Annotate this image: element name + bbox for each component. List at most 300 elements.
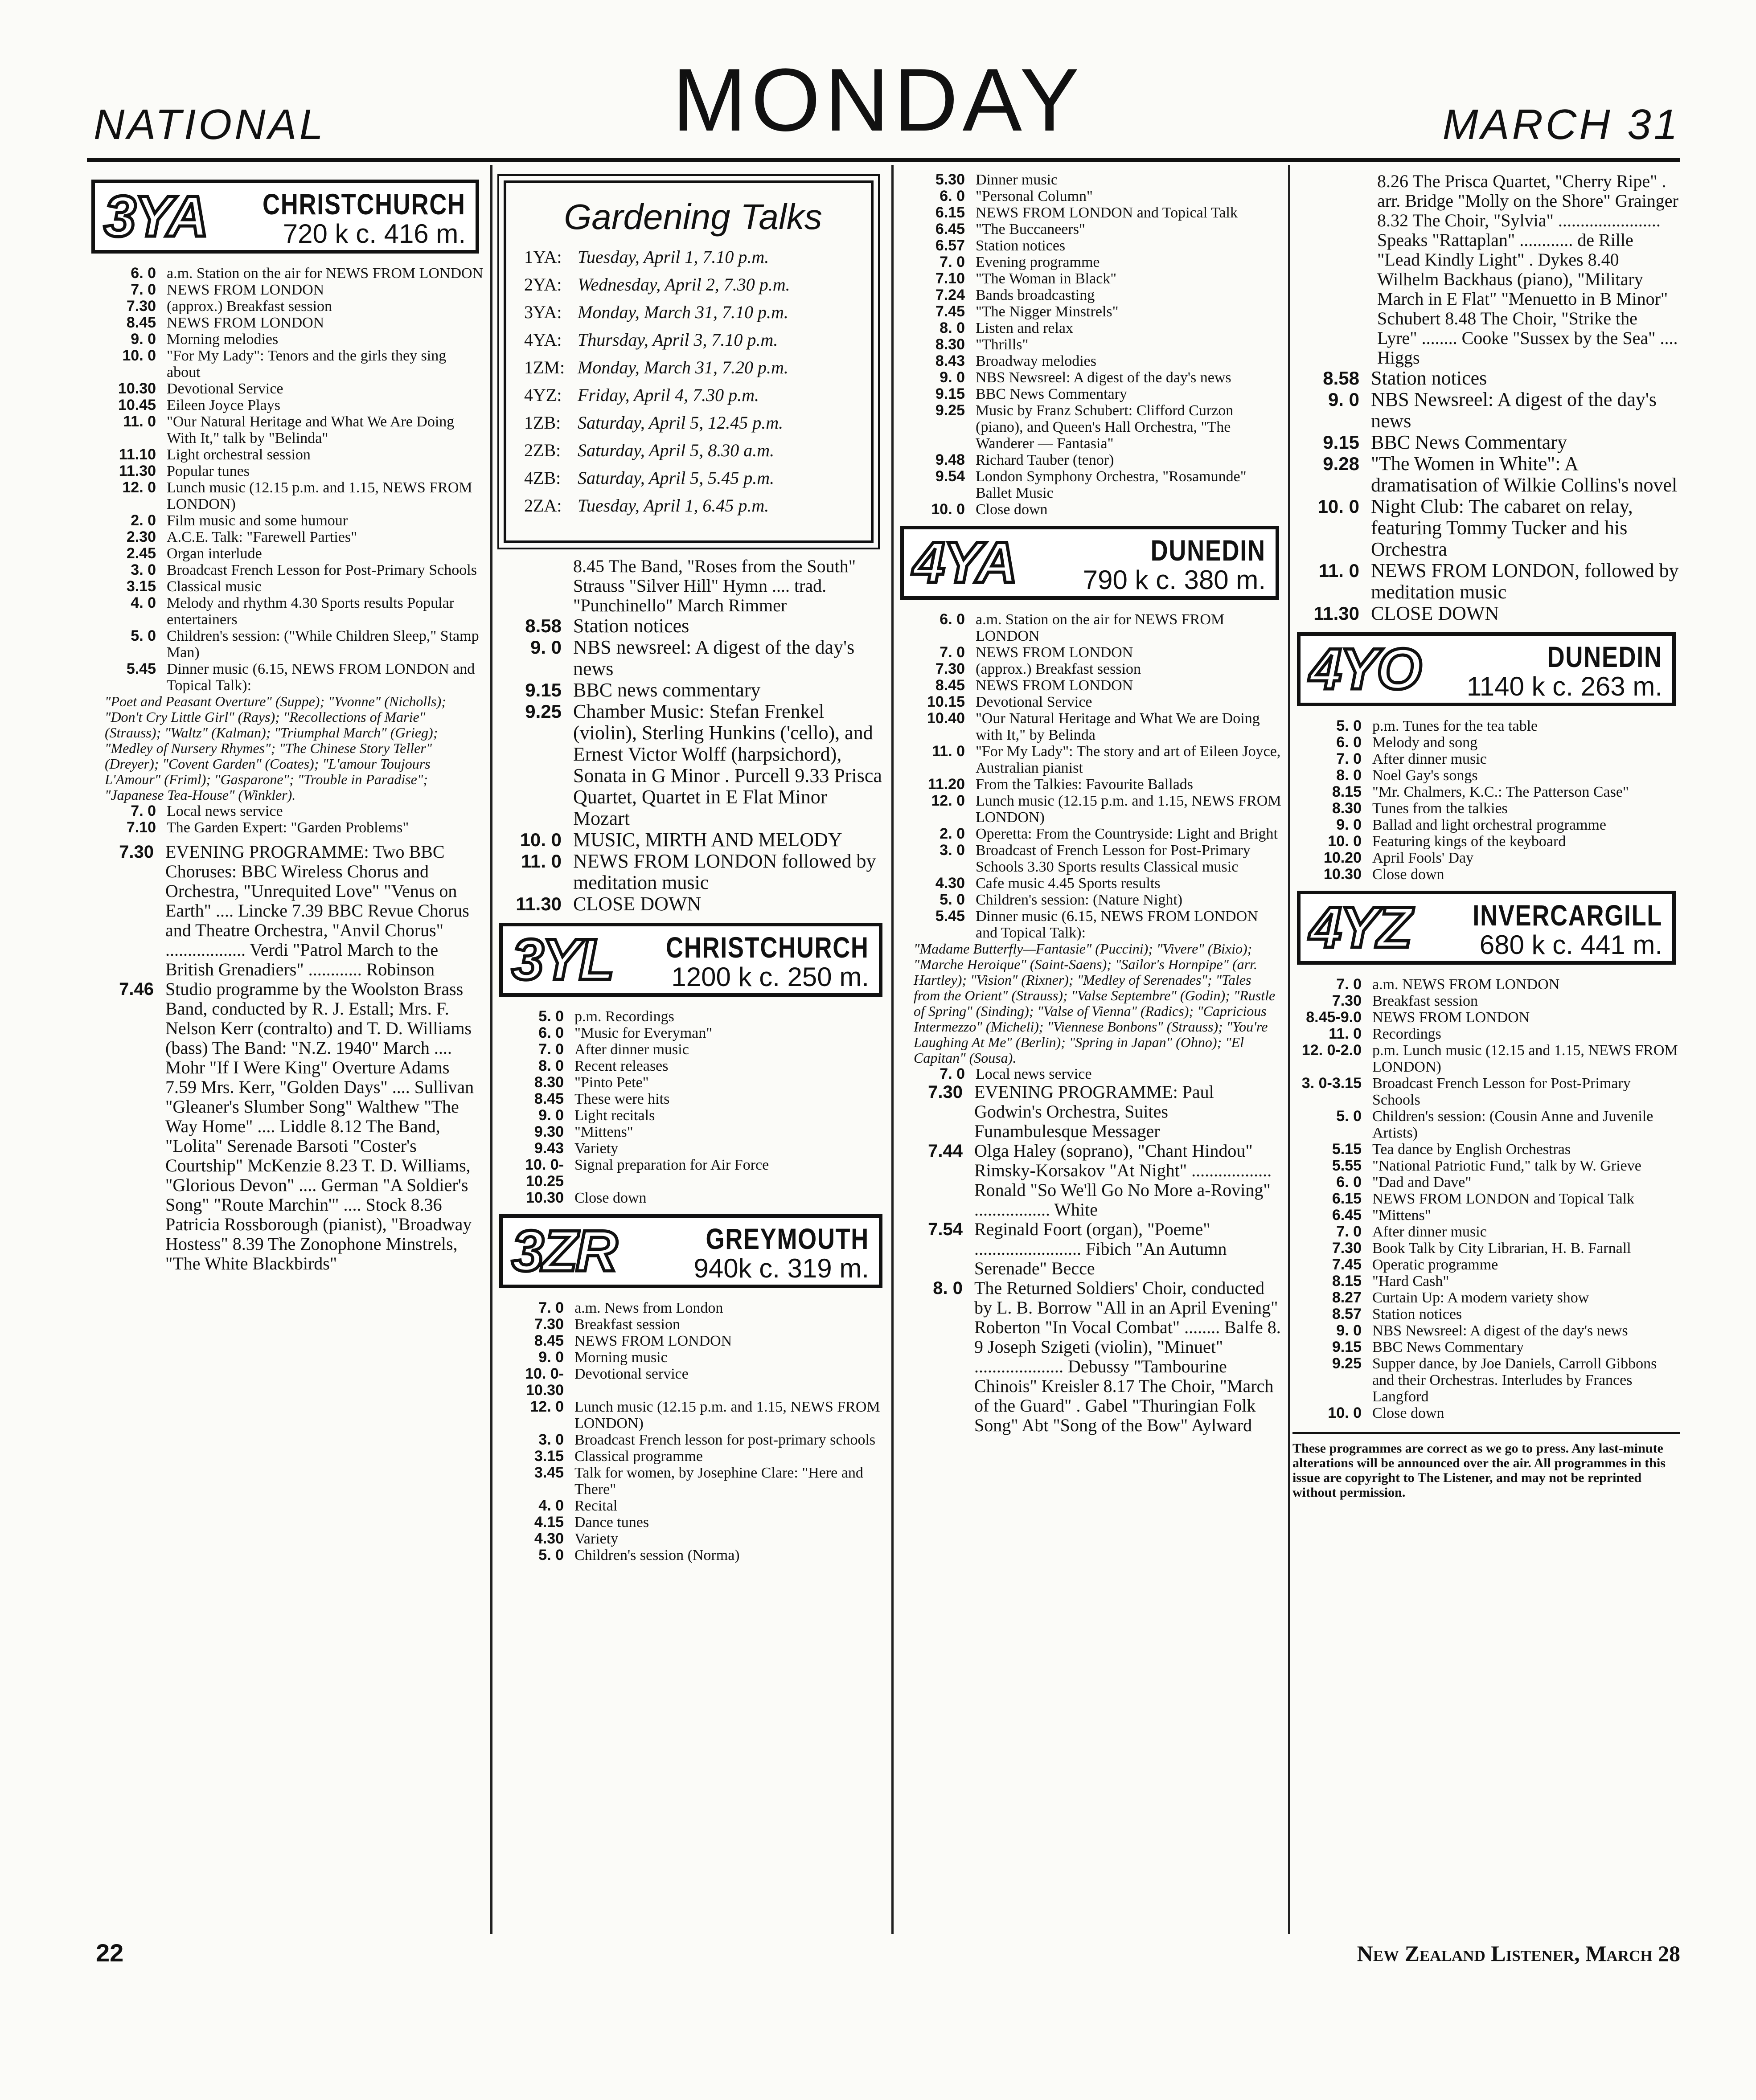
schedule-row [1292, 1339, 1680, 1355]
schedule-time: 6. 0 [1336, 1174, 1362, 1191]
schedule-item: Variety [574, 1140, 619, 1157]
talk-time: Saturday, April 5, 12.45 p.m. [578, 413, 784, 433]
schedule-time: 6. 0 [940, 188, 965, 205]
schedule-time: 12. 0 [122, 479, 156, 496]
schedule-time: 3. 0 [538, 1431, 564, 1448]
schedule-time: 7. 0 [131, 802, 156, 819]
dinner-music-note: "Poet and Peasant Overture" (Suppe); "Yvonne" (Nicholls); "Don't Cry Little Girl" (Rays); "Recollections of Marie" (Strauss); "Waltz" (Kalman); "Triumphal March" (Grieg); "Medley of Nursery Rhymes"; "The Chinese Story Teller" (Dreyer); "Covent Garden" (Coates); "L'amour Toujours L'Amour" (Friml); "Gasparone"; "Trouble in Paradise"; "Japanese Tea-House" (Winkler). [105, 693, 446, 803]
schedule-item: p.m. Recordings [574, 1008, 674, 1025]
schedule-row [495, 1316, 887, 1333]
talk-time: Monday, March 31, 7.10 p.m. [578, 302, 788, 322]
schedule-time: 3. 0 [131, 561, 156, 578]
schedule-time: 9.15 [1332, 1339, 1362, 1355]
schedule-row [495, 1041, 887, 1058]
schedule-item: Lunch music (12.15 p.m. and 1.15, NEWS FROM LONDON) [574, 1399, 880, 1432]
page-title: MONDAY [672, 50, 1084, 150]
programme-continuation: 8.26 The Prisca Quartet, "Cherry Ripe" . arr. Bridge "Molly on the Shore" Grainger 8.32 The Choir, "Sylvia" ....................... Speaks "Rattaplan" ............ de Rille "Lead Kindly Light" . Dykes 8.40 Wilhelm Backhaus (piano), "Military March in E Flat" "Menuetto in B Minor" Schubert 8.48 The Choir, "Strike the Lyre" ........ Cooke "Sussex by the Sea" .... Higgs [1377, 172, 1678, 368]
schedule-row [495, 1074, 887, 1091]
schedule-row [896, 875, 1284, 892]
schedule-item: a.m. News from London [574, 1300, 723, 1316]
station-frequency: 680 k c. 441 m. [1479, 930, 1662, 960]
schedule-item: BBC News Commentary [1372, 1339, 1524, 1355]
schedule-time: 9.43 [534, 1140, 564, 1157]
schedule-row [896, 908, 1284, 941]
schedule-item: Children's session: (Nature Night) [976, 892, 1183, 908]
schedule-item: Melody and song [1372, 734, 1478, 751]
schedule-row [495, 1448, 887, 1465]
schedule-row [495, 1547, 887, 1564]
schedule-row [1292, 1026, 1680, 1042]
schedule-time: 9. 0 [1328, 389, 1359, 410]
schedule-item: Curtain Up: A modern variety show [1372, 1289, 1589, 1306]
schedule-list [1292, 976, 1680, 1421]
schedule-time: 10.15 [927, 693, 965, 710]
schedule-time: 8.15 [1332, 783, 1362, 800]
schedule-item: CLOSE DOWN [1371, 602, 1499, 624]
schedule-row [87, 413, 484, 446]
schedule-row [896, 776, 1284, 793]
station-call-sign: 4YO [1309, 636, 1420, 701]
schedule-time: 7. 0 [538, 1041, 564, 1058]
schedule-row [87, 529, 484, 545]
schedule-time: 8.58 [525, 615, 562, 636]
station-box-4yz [1297, 891, 1676, 965]
schedule-item: Classical music [167, 578, 262, 595]
schedule-time: 9.54 [935, 468, 965, 485]
schedule-row [495, 1531, 887, 1547]
schedule-time: 6. 0 [940, 611, 965, 628]
schedule-time: 6.45 [935, 221, 965, 237]
schedule-row [495, 1514, 887, 1531]
schedule-item: Listen and relax [976, 320, 1074, 336]
column-2 [495, 172, 887, 1932]
gardening-talks-box [504, 180, 874, 543]
schedule-item: "For My Lady": Tenors and the girls they sing about [167, 348, 447, 381]
station-code: 1ZM: [524, 357, 565, 377]
schedule-item: "Dad and Dave" [1372, 1174, 1472, 1191]
talk-time: Saturday, April 5, 5.45 p.m. [578, 468, 775, 488]
schedule-row [87, 315, 484, 331]
schedule-item: Lunch music (12.15 p.m. and 1.15, NEWS FROM LONDON) [167, 479, 472, 512]
schedule-row [1292, 1306, 1680, 1322]
schedule-item: Recital [574, 1498, 618, 1514]
schedule-row [896, 677, 1284, 694]
schedule-row [87, 819, 484, 836]
schedule-time: 6.45 [1332, 1207, 1362, 1224]
schedule-row [87, 446, 484, 463]
schedule-row [495, 1432, 887, 1448]
schedule-time: 2. 0 [131, 512, 156, 529]
schedule-time: 8.57 [1332, 1306, 1362, 1322]
schedule-row [87, 562, 484, 578]
schedule-time: 10. 0-10.30 [525, 1365, 564, 1399]
station-call-sign: 4YZ [1309, 895, 1411, 960]
schedule-item: "Our Natural Heritage and What We are Doing with It," by Belinda [976, 710, 1260, 743]
schedule-time: 4.30 [935, 875, 965, 892]
gardening-talks-list [524, 246, 862, 516]
schedule-time: 8.15 [1332, 1273, 1362, 1289]
schedule-row [896, 287, 1284, 303]
gardening-talks-title: Gardening Talks [564, 197, 822, 237]
schedule-list [1292, 368, 1680, 624]
schedule-time: 7.30 [935, 660, 965, 677]
schedule-time: 3. 0-3.15 [1301, 1075, 1362, 1092]
schedule-row [896, 237, 1284, 254]
gardening-talk-row [524, 302, 862, 323]
schedule-list [896, 1066, 1284, 1082]
gardening-talk-row [524, 385, 862, 406]
station-city: GREYMOUTH [706, 1222, 869, 1255]
schedule-row [495, 893, 887, 915]
schedule-row [1292, 1405, 1680, 1421]
schedule-time: 7.30 [1332, 992, 1362, 1009]
schedule-row [1292, 1009, 1680, 1026]
station-call-sign: 3YL [512, 927, 613, 992]
schedule-row [1292, 496, 1680, 560]
schedule-time: 11. 0 [521, 851, 562, 872]
schedule-item: (approx.) Breakfast session [167, 298, 332, 315]
schedule-item: a.m. Station on the air for NEWS FROM LONDON [976, 611, 1225, 644]
schedule-item: Dinner music [976, 172, 1058, 188]
schedule-time: 9.28 [1323, 453, 1359, 474]
schedule-item: NEWS FROM LONDON [976, 644, 1133, 661]
schedule-item: Cafe music 4.45 Sports results [976, 875, 1161, 892]
schedule-time: 11. 0 [932, 743, 965, 760]
station-box-4ya [900, 526, 1279, 600]
talk-time: Friday, April 4, 7.30 p.m. [578, 385, 759, 405]
station-frequency: 1140 k c. 263 m. [1466, 671, 1662, 701]
schedule-item: Eileen Joyce Plays [167, 397, 280, 413]
station-code: 4YZ: [524, 385, 562, 405]
schedule-item: Light orchestral session [167, 446, 311, 463]
schedule-item: NBS Newsreel: A digest of the day's news [1371, 389, 1657, 432]
schedule-item: "Pinto Pete" [574, 1074, 649, 1091]
schedule-item: BBC News Commentary [976, 386, 1127, 402]
schedule-row [495, 1107, 887, 1124]
schedule-row [1292, 767, 1680, 784]
talk-time: Monday, March 31, 7.20 p.m. [578, 357, 788, 377]
schedule-row [87, 595, 484, 628]
schedule-time: 5. 0 [1336, 717, 1362, 734]
schedule-item: Recent releases [574, 1058, 669, 1074]
schedule-item: Close down [574, 1190, 647, 1206]
schedule-time: 8.45 [126, 314, 156, 331]
schedule-row [896, 386, 1284, 402]
schedule-time: 10.30 [525, 1189, 564, 1206]
schedule-item: Evening programme [976, 254, 1100, 270]
schedule-list [495, 1008, 887, 1206]
schedule-row [1292, 1289, 1680, 1306]
schedule-time: 9.25 [1332, 1355, 1362, 1372]
gardening-talk-row [524, 357, 862, 378]
station-code: 1ZB: [524, 413, 561, 433]
schedule-item: p.m. Tunes for the tea table [1372, 718, 1538, 734]
station-frequency: 1200 k c. 250 m. [671, 962, 869, 992]
schedule-item: After dinner music [1372, 1224, 1487, 1240]
schedule-time: 10.30 [1323, 866, 1362, 883]
schedule-item: (approx.) Breakfast session [976, 661, 1141, 677]
schedule-row [896, 1220, 1284, 1278]
station-city: DUNEDIN [1150, 534, 1266, 567]
schedule-item: NEWS FROM LONDON, followed by meditation music [1371, 560, 1679, 603]
schedule-item: EVENING PROGRAMME: Two BBC Choruses: BBC Wireless Chorus and Orchestra, "Unrequited Love" "Venus on Earth" .... Lincke 7.39 BBC Revue Chorus and Theatre Orchestra, "Anvil Chorus" .................. Verdi "Patrol March to the British Grenadiers" ............ Robinson [165, 842, 469, 979]
schedule-row [495, 1025, 887, 1041]
schedule-item: "Music for Everyman" [574, 1025, 713, 1041]
schedule-time: 7. 0 [940, 644, 965, 661]
schedule-time: 9. 0 [1336, 1322, 1362, 1339]
schedule-item: Lunch music (12.15 p.m. and 1.15, NEWS FROM LONDON) [976, 793, 1281, 826]
schedule-time: 11.30 [516, 893, 562, 914]
schedule-row [896, 644, 1284, 661]
schedule-row [896, 205, 1284, 221]
schedule-item: Reginald Foort (organ), "Poeme" ........................ Fibich "An Autumn Serenade" Becce [974, 1219, 1227, 1278]
schedule-row [1292, 560, 1680, 603]
schedule-time: 11.20 [927, 776, 965, 793]
schedule-time: 7.44 [928, 1141, 963, 1161]
schedule-time: 12. 0 [931, 792, 965, 809]
schedule-item: Tunes from the talkies [1372, 800, 1508, 817]
schedule-item: After dinner music [1372, 751, 1487, 767]
station-call-sign: 3YA [104, 184, 207, 249]
schedule-time: 9.15 [1323, 432, 1359, 453]
schedule-item: "Our Natural Heritage and What We Are Doing With It," talk by "Belinda" [167, 413, 455, 446]
schedule-item: Dinner music (6.15, NEWS FROM LONDON and Topical Talk): [167, 661, 475, 694]
schedule-row [87, 628, 484, 661]
schedule-item: Book Talk by City Librarian, H. B. Farnall [1372, 1240, 1631, 1257]
column-1 [87, 172, 484, 1932]
schedule-item: Organ interlude [167, 545, 262, 562]
schedule-item: Broadcast French Lesson for Post-Primary Schools [167, 562, 477, 578]
schedule-item: EVENING PROGRAMME: Paul Godwin's Orchestra, Suites Funambulesque Messager [974, 1082, 1214, 1141]
schedule-time: 8. 0 [933, 1278, 963, 1298]
schedule-item: NEWS FROM LONDON followed by meditation music [573, 850, 876, 893]
schedule-row [896, 353, 1284, 369]
schedule-row [896, 611, 1284, 644]
station-code: 2ZA: [524, 495, 562, 516]
schedule-time: 7. 0 [1336, 976, 1362, 993]
station-box-4yo [1297, 632, 1676, 706]
schedule-item: "Mittens" [1372, 1207, 1431, 1224]
column-divider [891, 165, 894, 1934]
page-number: 22 [96, 1939, 124, 1967]
schedule-row [87, 545, 484, 562]
schedule-row [1292, 976, 1680, 993]
schedule-item: Film music and some humour [167, 512, 348, 529]
schedule-row [495, 615, 887, 637]
station-box-3ya [91, 180, 479, 254]
schedule-item: Local news service [976, 1066, 1092, 1082]
schedule-item: Noel Gay's songs [1372, 767, 1478, 784]
schedule-row [896, 270, 1284, 287]
schedule-item: Station notices [573, 615, 689, 637]
evening-programme [896, 1082, 1284, 1435]
schedule-row [1292, 1207, 1680, 1224]
schedule-item: The Returned Soldiers' Choir, conducted by L. B. Borrow "All in an April Evening" Roberton "In Vocal Combat" ........ Balfe 8. 9 Joseph Szigeti (violin), "Minuet" .................... Debussy "Tambourine Chinois" Kreisler 8.17 The Choir, "March of the Guard" . Gabel "Thuringian Folk Song" Abt "Song of the Bow" Aylward [974, 1278, 1281, 1435]
schedule-time: 7.10 [126, 819, 156, 836]
schedule-row [896, 402, 1284, 452]
schedule-row [87, 979, 484, 1273]
schedule-time: 7. 0 [1336, 750, 1362, 767]
talk-time: Saturday, April 5, 8.30 a.m. [578, 440, 775, 460]
publication-footer: New Zealand Listener, March 28 [1357, 1941, 1680, 1966]
schedule-time: 8. 0 [538, 1057, 564, 1074]
schedule-row [87, 842, 484, 979]
schedule-item: Broadcast of French Lesson for Post-Primary Schools 3.30 Sports results Classical music [976, 842, 1251, 875]
schedule-time: 12. 0-2.0 [1301, 1042, 1362, 1059]
schedule-row [87, 298, 484, 315]
schedule-time: 10.45 [118, 397, 156, 413]
schedule-time: 5. 0 [940, 891, 965, 908]
schedule-time: 7. 0 [1336, 1223, 1362, 1240]
schedule-item: Broadway melodies [976, 353, 1096, 369]
schedule-time: 8. 0 [1336, 767, 1362, 784]
schedule-time: 10. 0 [520, 829, 562, 850]
schedule-row [495, 1157, 887, 1190]
schedule-item: BBC news commentary [573, 679, 761, 701]
schedule-item: NEWS FROM LONDON and Topical Talk [976, 205, 1238, 221]
schedule-item: "National Patriotic Fund," talk by W. Grieve [1372, 1158, 1641, 1174]
schedule-time: 9. 0 [538, 1349, 564, 1366]
schedule-time: 9.15 [935, 385, 965, 402]
schedule-row [896, 694, 1284, 710]
schedule-row [87, 265, 484, 282]
schedule-list [495, 1300, 887, 1564]
schedule-item: A.C.E. Talk: "Farewell Parties" [167, 529, 357, 545]
schedule-time: 7. 0 [940, 1065, 965, 1082]
schedule-row [1292, 1108, 1680, 1141]
schedule-row [896, 369, 1284, 386]
schedule-row [896, 501, 1284, 518]
schedule-time: 8.45 [534, 1090, 564, 1107]
schedule-time: 3. 0 [940, 842, 965, 859]
schedule-item: Devotional service [574, 1366, 689, 1382]
schedule-row [1292, 1273, 1680, 1289]
schedule-item: BBC News Commentary [1371, 431, 1567, 453]
schedule-row [1292, 1224, 1680, 1240]
schedule-item: Station notices [1372, 1306, 1462, 1322]
schedule-row [896, 743, 1284, 776]
schedule-time: 4. 0 [131, 594, 156, 611]
schedule-item: Broadcast French lesson for post-primary schools [574, 1432, 876, 1448]
schedule-time: 6. 0 [131, 265, 156, 282]
schedule-row [1292, 368, 1680, 389]
schedule-row [1292, 1174, 1680, 1191]
schedule-time: 5. 0 [538, 1547, 564, 1564]
schedule-row [495, 1091, 887, 1107]
schedule-item: CLOSE DOWN [573, 893, 702, 915]
talk-time: Wednesday, April 2, 7.30 p.m. [578, 274, 790, 295]
schedule-time: 10. 0 [1317, 496, 1359, 517]
schedule-time: 10. 0 [1328, 1404, 1362, 1421]
schedule-time: 2. 0 [940, 825, 965, 842]
schedule-row [1292, 1141, 1680, 1158]
schedule-time: 11. 0 [1329, 1025, 1362, 1042]
schedule-time: 10.30 [118, 380, 156, 397]
schedule-row [896, 826, 1284, 842]
schedule-time: 8.30 [1332, 800, 1362, 817]
schedule-time: 8. 0 [940, 319, 965, 336]
station-call-sign: 3ZR [512, 1218, 616, 1283]
schedule-row [1292, 734, 1680, 751]
schedule-list [87, 803, 484, 836]
schedule-item: Local news service [167, 803, 283, 819]
station-code: 4YA: [524, 330, 562, 350]
schedule-time: 7.45 [1332, 1256, 1362, 1273]
station-box-3zr [499, 1214, 882, 1288]
schedule-item: Close down [1372, 866, 1444, 883]
station-city: INVERCARGILL [1473, 899, 1662, 932]
schedule-time: 3.15 [126, 578, 156, 595]
station-frequency: 790 k c. 380 m. [1083, 565, 1266, 595]
schedule-item: NBS Newsreel: A digest of the day's news [1372, 1322, 1628, 1339]
schedule-item: Studio programme by the Woolston Brass Band, conducted by R. J. Estall; Mrs. F. Nelson Kerr (contralto) and T. D. Williams (bass) The Band: "N.Z. 1940" March .... Mohr "If I Were King" Overture Adams 7.59 Mrs. Kerr, "Golden Days" .... Sullivan "Gleaner's Slumber Song" Walthew "The Way Home" .... Liddle 8.12 The Band, "Lolita" Serenade Barsoti "Coster's Courtship" McKenzie 8.23 T. D. Williams, "Glorious Devon" .... German "A Soldier's Song" "Route Marchin'" .... Stock 8.36 Patricia Rossborough (pianist), "Broadway Hostess" 8.39 The Zonophone Minstrels, "The White Blackbirds" [165, 979, 474, 1273]
station-code: 2ZB: [524, 440, 561, 460]
schedule-row [1292, 453, 1680, 496]
station-frequency: 720 k c. 416 m. [283, 219, 466, 249]
schedule-row [1292, 1240, 1680, 1257]
schedule-time: 7. 0 [940, 254, 965, 270]
schedule-row [896, 793, 1284, 826]
schedule-item: Breakfast session [574, 1316, 681, 1333]
schedule-item: Melody and rhythm 4.30 Sports results Popular entertainers [167, 595, 455, 628]
schedule-item: "Mittens" [574, 1124, 633, 1140]
schedule-row [495, 1140, 887, 1157]
schedule-row [495, 1190, 887, 1206]
talk-time: Tuesday, April 1, 6.45 p.m. [578, 495, 769, 516]
schedule-row [87, 397, 484, 413]
schedule-time: 8.45 [935, 677, 965, 694]
schedule-time: 10. 0 [931, 501, 965, 518]
schedule-item: Popular tunes [167, 463, 250, 479]
schedule-time: 5.45 [126, 660, 156, 677]
schedule-item: Talk for women, by Josephine Clare: "Here and There" [574, 1465, 863, 1498]
schedule-time: 10.20 [1323, 849, 1362, 866]
header-date: MARCH 31 [1442, 101, 1680, 148]
schedule-row [87, 331, 484, 348]
schedule-row [1292, 1042, 1680, 1075]
schedule-item: Dance tunes [574, 1514, 649, 1531]
schedule-item: NEWS FROM LONDON [167, 282, 324, 298]
dinner-music-note: "Madame Butterfly—Fantasie" (Puccini); "Vivere" (Bixio); "Marche Heroique" (Saint-Saens); "Sailor's Hornpipe" (arr. Hartley); "Vision" (Rixner); "Medley of Serenades"; "Tales from the Orient" (Strauss); "Valse Septembre" (Godin); "Rustle of Spring" (Sinding); "Valse of Vienna" (Radics); "Capricious Intermezzo" (Micheli); "Viennese Bonbons" (Strauss); "You're Laughing At Me" (Berlin); "Spring in Japan" (Ohno); "El Capitan" (Sousa). [914, 941, 1276, 1066]
schedule-row [495, 1366, 887, 1399]
gardening-talk-row [524, 274, 862, 295]
schedule-row [87, 348, 484, 381]
schedule-time: 9.25 [935, 402, 965, 419]
schedule-item: Ballad and light orchestral programme [1372, 817, 1606, 833]
schedule-time: 7.54 [928, 1220, 963, 1239]
schedule-time: 5.45 [935, 908, 965, 925]
schedule-item: After dinner music [574, 1041, 689, 1058]
schedule-row [1292, 993, 1680, 1009]
schedule-time: 7.46 [119, 979, 154, 999]
schedule-time: 9.25 [525, 701, 562, 722]
schedule-time: 4.30 [534, 1530, 564, 1547]
schedule-item: Close down [976, 501, 1048, 518]
schedule-time: 11.30 [1313, 603, 1359, 624]
schedule-time: 8.58 [1323, 368, 1359, 389]
gardening-talk-row [524, 440, 862, 461]
schedule-time: 7.24 [935, 287, 965, 303]
schedule-time: 5.30 [935, 172, 965, 188]
schedule-list [1292, 718, 1680, 883]
schedule-item: Broadcast French Lesson for Post-Primary Schools [1372, 1075, 1631, 1108]
column-divider [490, 165, 492, 1934]
header-network: NATIONAL [94, 101, 326, 148]
schedule-row [896, 188, 1284, 205]
schedule-list [896, 172, 1284, 518]
schedule-item: MUSIC, MIRTH AND MELODY [573, 829, 842, 851]
schedule-row [495, 1349, 887, 1366]
